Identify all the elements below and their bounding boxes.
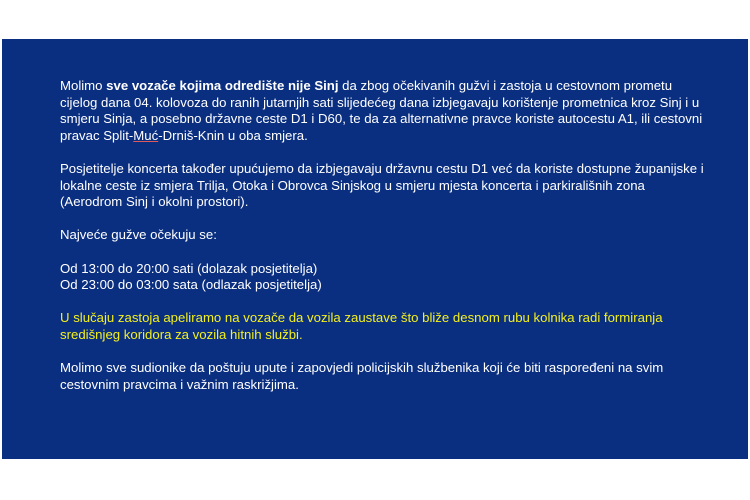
announcement-text [60,78,710,410]
paragraph-emergency-corridor: U slučaju zastoja apeliramo na vozače da vozila zaustave što bliže desnom rubu kolnika radi formiranja središnjeg koridora za vozila hitnih službi. [60,310,663,342]
paragraph-alternative-routes: Molimo sve vozače kojima odredište nije Sinj da zbog očekivanih gužvi i zastoja u cestovnom prometu cijelog dana 04. kolovoza do ranih jutarnjih sati slijedećeg dana izbjegavaju korištenje prometnica kroz Sinj i u smjeru Sinja, a posebno državne ceste D1 i D60, te da za alternativne pravce koriste autocestu A1, ili cestovni pravac Split-Muć-Drniš-Knin u oba smjera. [60,78,703,143]
bold-drivers-phrase: sve vozače kojima odredište nije Sinj [106,78,339,93]
time-departure: Od 23:00 do 03:00 sata (odlazak posjetitelja) [60,277,322,293]
paragraph-concert-visitors: Posjetitelje koncerta također upućujemo da izbjegavaju državnu cestu D1 već da koriste dostupne županijske i lokalne ceste iz smjera Trilja, Otoka i Obrovca Sinjskog u smjeru mjesta koncerta i parkirališnih zona (Aerodrom Sinj i okolni prostori). [60,160,704,210]
time-arrival: Od 13:00 do 20:00 sati (dolazak posjetitelja) [60,260,318,276]
spellcheck-underlined-word: Muć [133,127,159,143]
paragraph-peak-times [60,261,710,294]
slide-background [2,39,748,459]
paragraph-police-instructions: Molimo sve sudionike da poštuju upute i zapovjedi policijskih službenika koji će biti raspoređeni na svim cestovnim pravcima i važnim raskrižjima. [60,360,664,392]
paragraph-peak-heading: Najveće gužve očekuju se: [60,227,217,243]
